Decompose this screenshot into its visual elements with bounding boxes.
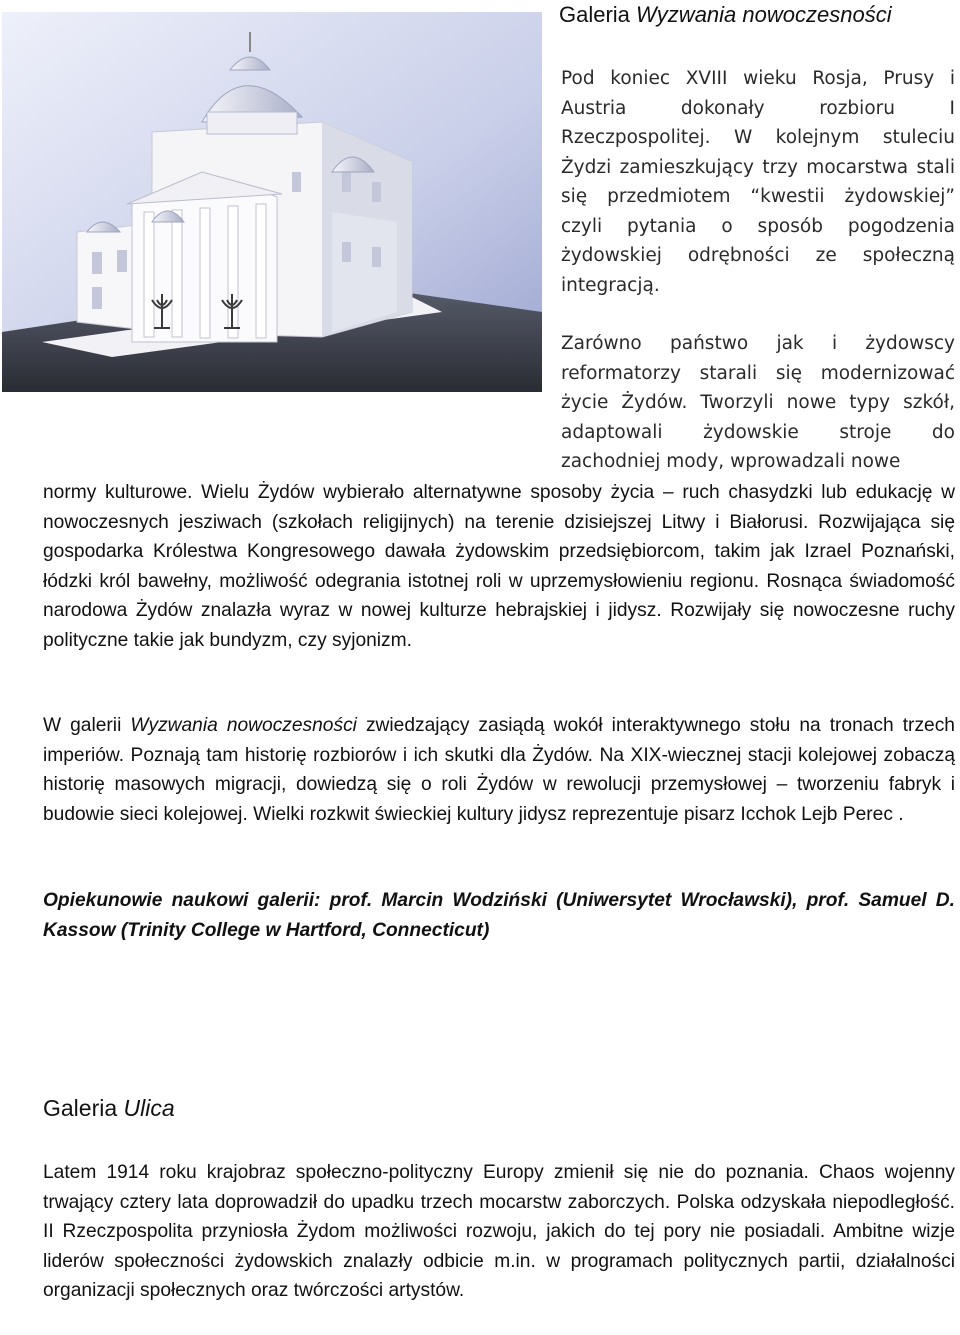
gallery2-title-prefix: Galeria: [43, 1095, 124, 1121]
gallery1-curators: Opiekunowie naukowi galerii: prof. Marcin Wodziński (Uniwersytet Wrocławski), prof. Samuel D. Kassow (Trinity College w Hartford, Connecticut): [43, 890, 955, 941]
gallery1-paragraph-2-full: normy kulturowe. Wielu Żydów wybierało alternatywne sposoby życia – ruch chasydzki lub edukację w nowoczesnych jesziwach (szkołach religijnych) na terenie dzisiejszej Litwy i Białorusi. Rozwijająca się gospodarka Królestwa Kongresowego dawała żydowskim przedsiębiorcom, takim jak Izrael Poznański, łódzki król bawełny, możliwość odegrania istotnej roli w uprzemysłowieniu regionu. Rosnąca świadomość narodowa Żydów znalazła wyraz w nowej kulturze hebrajskiej i jidysz. Rozwijały się nowoczesne ruchy polityczne takie jak bundyzm, czy syjonizm.: [43, 482, 955, 651]
gallery1-paragraph-2-column: Zarówno państwo jak i żydowscy reformatorzy starali się modernizować życie Żydów. Tworzyli nowe typy szkół, adaptowali żydowskie stroje do zachodniej mody, wprowadzali nowe: [561, 333, 955, 472]
p3-after: zwiedzający zasiądą wokół interaktywnego stołu na tronach trzech imperiów. Poznają tam historię rozbiorów i ich skutki dla Żydów. Na XIX-wiecznej stacji kolejowej zobaczą historię masowych migracji, dowiedzą się o roli Żydów w rewolucji przemysłowej – tworzeniu fabryk i budowie sieci kolejowej. Wielki rozkwit świeckiej kultury jidysz reprezentuje pisarz Icchok Lejb Perec .: [43, 715, 955, 825]
gallery2-title-italic: Ulica: [123, 1095, 175, 1121]
gallery1-paragraph-1: Pod koniec XVIII wieku Rosja, Prusy i Austria dokonały rozbioru I Rzeczpospolitej. W kolejnym stuleciu Żydzi zamieszkujący trzy mocarstwa stali się przedmiotem “kwestii żydowskiej” czyli pytania o sposób pogodzenia żydowskiej odrębności ze społeczną integracją.: [561, 68, 955, 296]
gallery1-title-italic: Wyzwania nowoczesności: [636, 2, 892, 27]
gallery2-paragraph-1: Latem 1914 roku krajobraz społeczno-polityczny Europy zmienił się nie do poznania. Chaos wojenny trwający cztery lata doprowadził do upadku trzech mocarstw zaborczych. Polska odzyskała niepodległość. II Rzeczpospolita przyniosła Żydom możliwości rozwoju, jakich do tej pory nie posiadali. Ambitne wizje liderów społeczności żydowskich znalazły odbicie m.in. w programach politycznych partii, działalności organizacji społecznych oraz twórczości artystów.: [43, 1162, 955, 1301]
gallery2-title: [43, 1092, 175, 1124]
gallery1-title: [559, 0, 892, 30]
gallery1-title-prefix: Galeria: [559, 2, 637, 27]
synagogue-model-photo: [2, 12, 542, 392]
p3-before: W galerii: [43, 715, 131, 736]
p3-italic: Wyzwania nowoczesności: [130, 715, 357, 736]
gallery1-paragraph-3: [43, 711, 955, 829]
